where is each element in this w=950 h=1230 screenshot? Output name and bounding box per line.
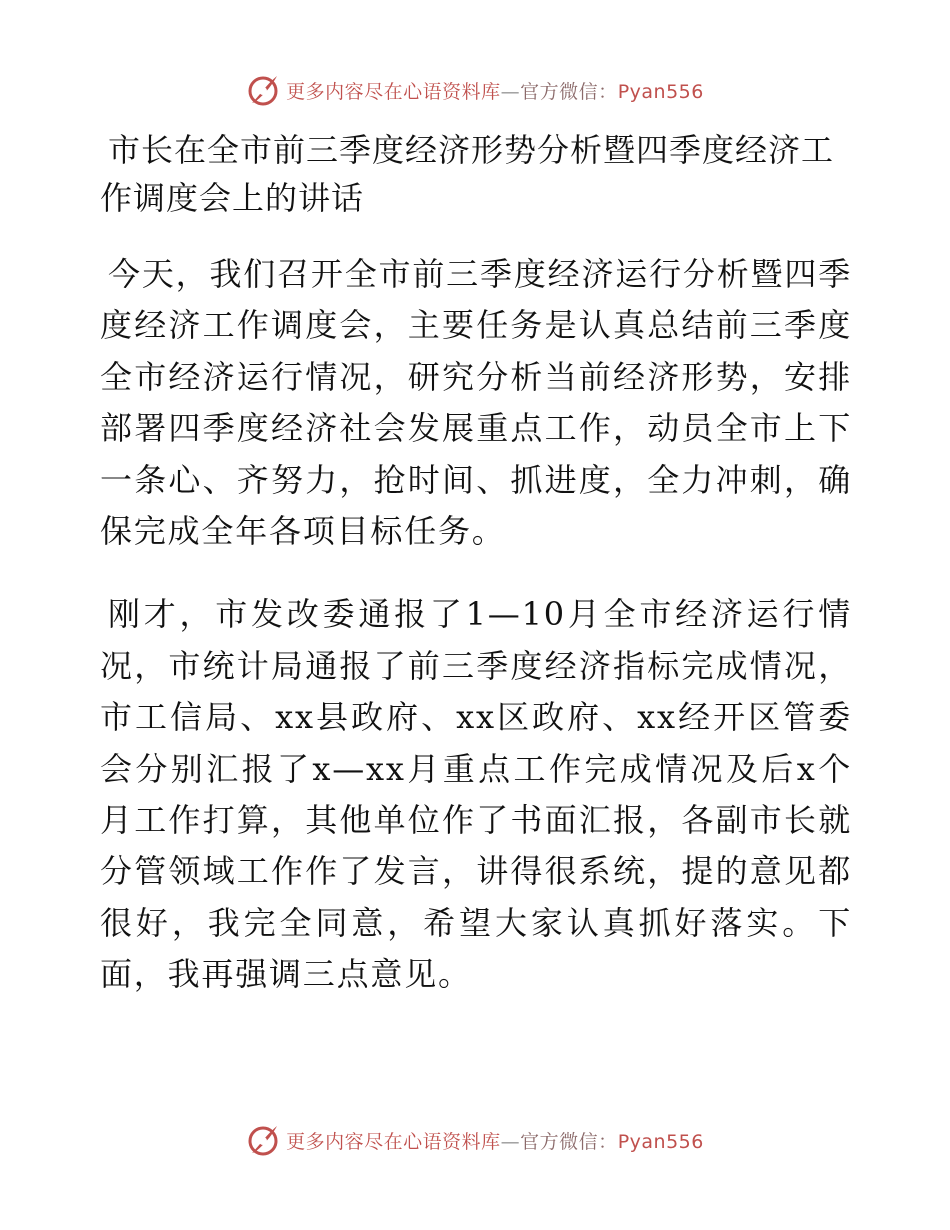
paragraph-2: 刚才，市发改委通报了1—10月全市经济运行情况，市统计局通报了前三季度经济指标完成情况，市工信局、xx县政府、xx区政府、xx经开区管委会分别汇报了x—xx月重点工作完成情况及后x个月工作打算，其他单位作了书面汇报，各副市长就分管领域工作作了发言，讲得很系统，提的意见都很好，我完全同意，希望大家认真抓好落实。下面，我再强调三点意见。 <box>100 595 852 994</box>
quill-logo-icon <box>246 1123 280 1157</box>
banner-dash: — <box>500 80 521 103</box>
document-body <box>100 126 852 1001</box>
quill-logo-icon <box>246 73 280 107</box>
banner-site-text: 更多内容尽在心语资料库 <box>286 1130 501 1153</box>
document-title: 市长在全市前三季度经济形势分析暨四季度经济工作调度会上的讲话 <box>100 131 835 217</box>
footer-banner <box>0 1120 950 1160</box>
banner-dash: — <box>500 1130 521 1153</box>
banner-text <box>286 77 704 104</box>
banner-site-text: 更多内容尽在心语资料库 <box>286 80 501 103</box>
banner-wechat-id: Pyan556 <box>617 1130 704 1153</box>
paragraph-1: 今天，我们召开全市前三季度经济运行分析暨四季度经济工作调度会，主要任务是认真总结前三季度全市经济运行情况，研究分析当前经济形势，安排部署四季度经济社会发展重点工作，动员全市上下一条心、齐努力，抢时间、抓进度，全力冲刺，确保完成全年各项目标任务。 <box>100 255 852 551</box>
banner-text <box>286 1127 704 1154</box>
header-banner <box>0 70 950 110</box>
banner-wechat-label: 官方微信： <box>520 80 618 103</box>
banner-wechat-label: 官方微信： <box>520 1130 618 1153</box>
banner-wechat-id: Pyan556 <box>617 80 704 103</box>
